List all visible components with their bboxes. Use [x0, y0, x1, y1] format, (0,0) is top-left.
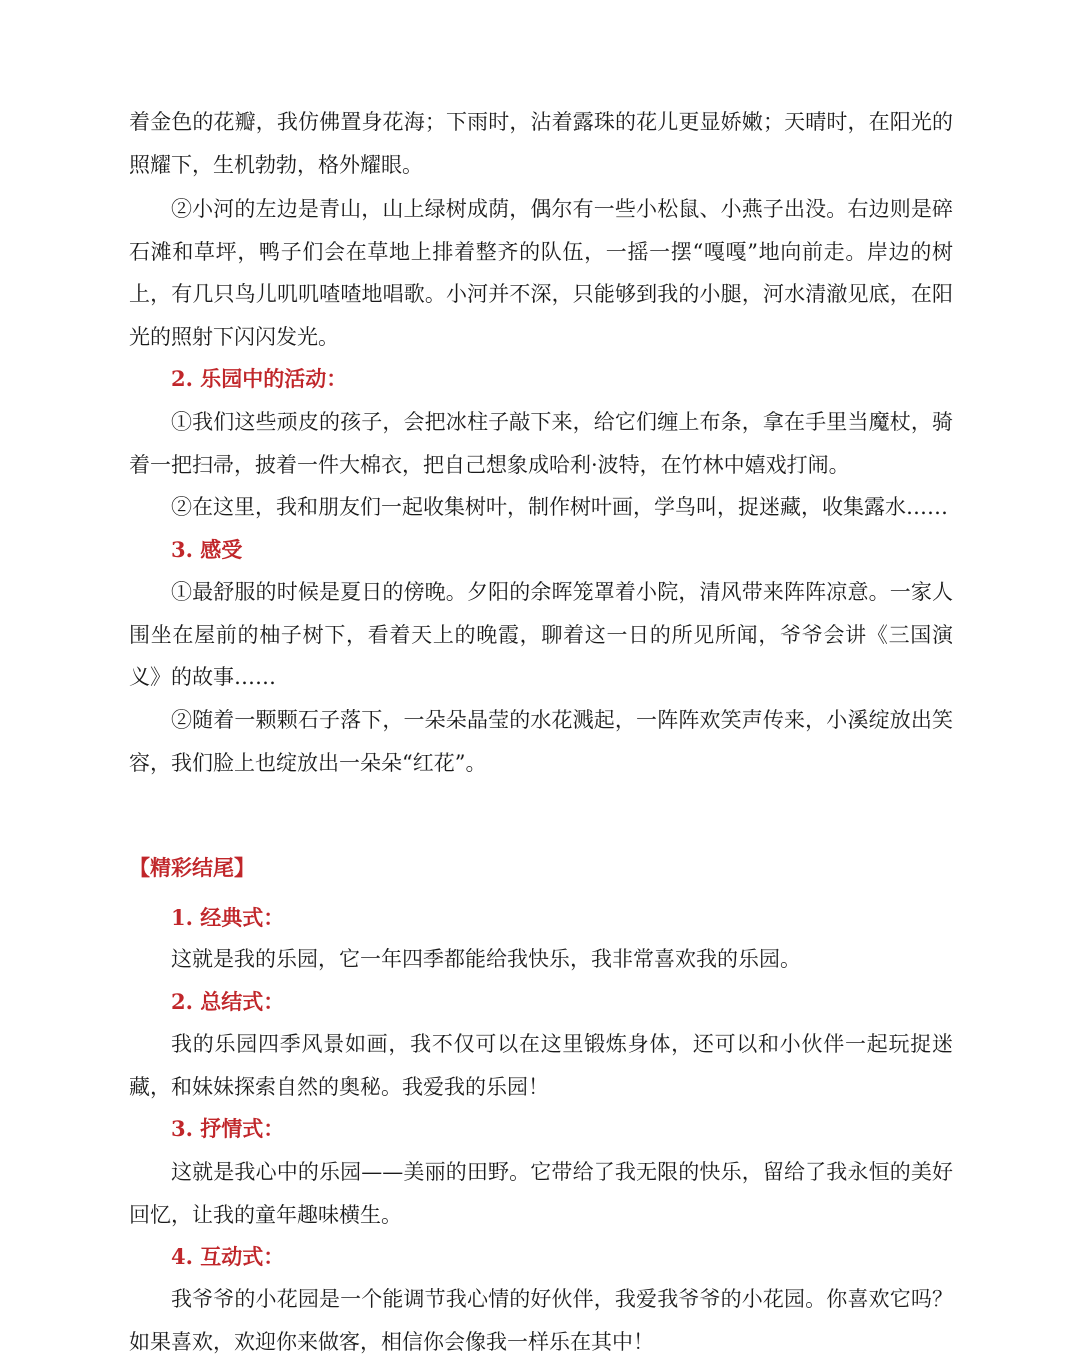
paragraph-classic-ending: 这就是我的乐园，它一年四季都能给我快乐，我非常喜欢我的乐园。	[171, 947, 801, 971]
paragraph-stones: ②随着一颗颗石子落下，一朵朵晶莹的水花溅起，一阵阵欢笑声传来，小溪绽放出笑容，我们脸上也绽放出一朵朵“红花”。	[129, 708, 953, 775]
paragraph-flowers-continued: 着金色的花瓣，我仿佛置身花海；下雨时，沾着露珠的花儿更显娇嫩；天晴时，在阳光的照耀下，生机勃勃，格外耀眼。	[129, 110, 953, 177]
paragraph-lyrical-ending: 这就是我心中的乐园——美丽的田野。它带给了我无限的快乐，留给了我永恒的美好回忆，让我的童年趣味横生。	[129, 1160, 953, 1227]
heading-classic-ending: 1. 经典式：	[171, 905, 285, 930]
paragraph-summer-evening: ①最舒服的时候是夏日的傍晚。夕阳的余晖笼罩着小院，清风带来阵阵凉意。一家人围坐在屋前的柚子树下，看着天上的晚霞，聊着这一日的所见所闻，爷爷会讲《三国演义》的故事……	[129, 580, 953, 689]
heading-interactive-ending: 4. 互动式：	[171, 1244, 285, 1269]
heading-activities: 2. 乐园中的活动：	[171, 366, 348, 391]
heading-feelings: 3. 感受	[171, 537, 243, 562]
paragraph-river: ②小河的左边是青山，山上绿树成荫，偶尔有一些小松鼠、小燕子出没。右边则是碎石滩和草坪，鸭子们会在草地上排着整齐的队伍，一摇一摆“嘎嘎”地向前走。岸边的树上，有几只鸟儿叽叽喳喳地唱歌。小河并不深，只能够到我的小腿，河水清澈见底，在阳光的照射下闪闪发光。	[129, 197, 953, 349]
paragraph-collecting: ②在这里，我和朋友们一起收集树叶，制作树叶画，学鸟叫，捉迷藏，收集露水……	[171, 495, 948, 519]
section-title-ending: 【精彩结尾】	[129, 855, 255, 880]
heading-summary-ending: 2. 总结式：	[171, 989, 285, 1014]
paragraph-magic-wand: ①我们这些顽皮的孩子，会把冰柱子敲下来，给它们缠上布条，拿在手里当魔杖，骑着一把扫帚，披着一件大棉衣，把自己想象成哈利·波特，在竹林中嬉戏打闹。	[129, 410, 953, 477]
heading-lyrical-ending: 3. 抒情式：	[171, 1116, 285, 1141]
paragraph-interactive-ending: 我爷爷的小花园是一个能调节我心情的好伙伴，我爱我爷爷的小花园。你喜欢它吗？如果喜欢，欢迎你来做客，相信你会像我一样乐在其中！	[129, 1287, 953, 1354]
paragraph-summary-ending: 我的乐园四季风景如画，我不仅可以在这里锻炼身体，还可以和小伙伴一起玩捉迷藏，和妹妹探索自然的奥秘。我爱我的乐园！	[129, 1032, 953, 1099]
